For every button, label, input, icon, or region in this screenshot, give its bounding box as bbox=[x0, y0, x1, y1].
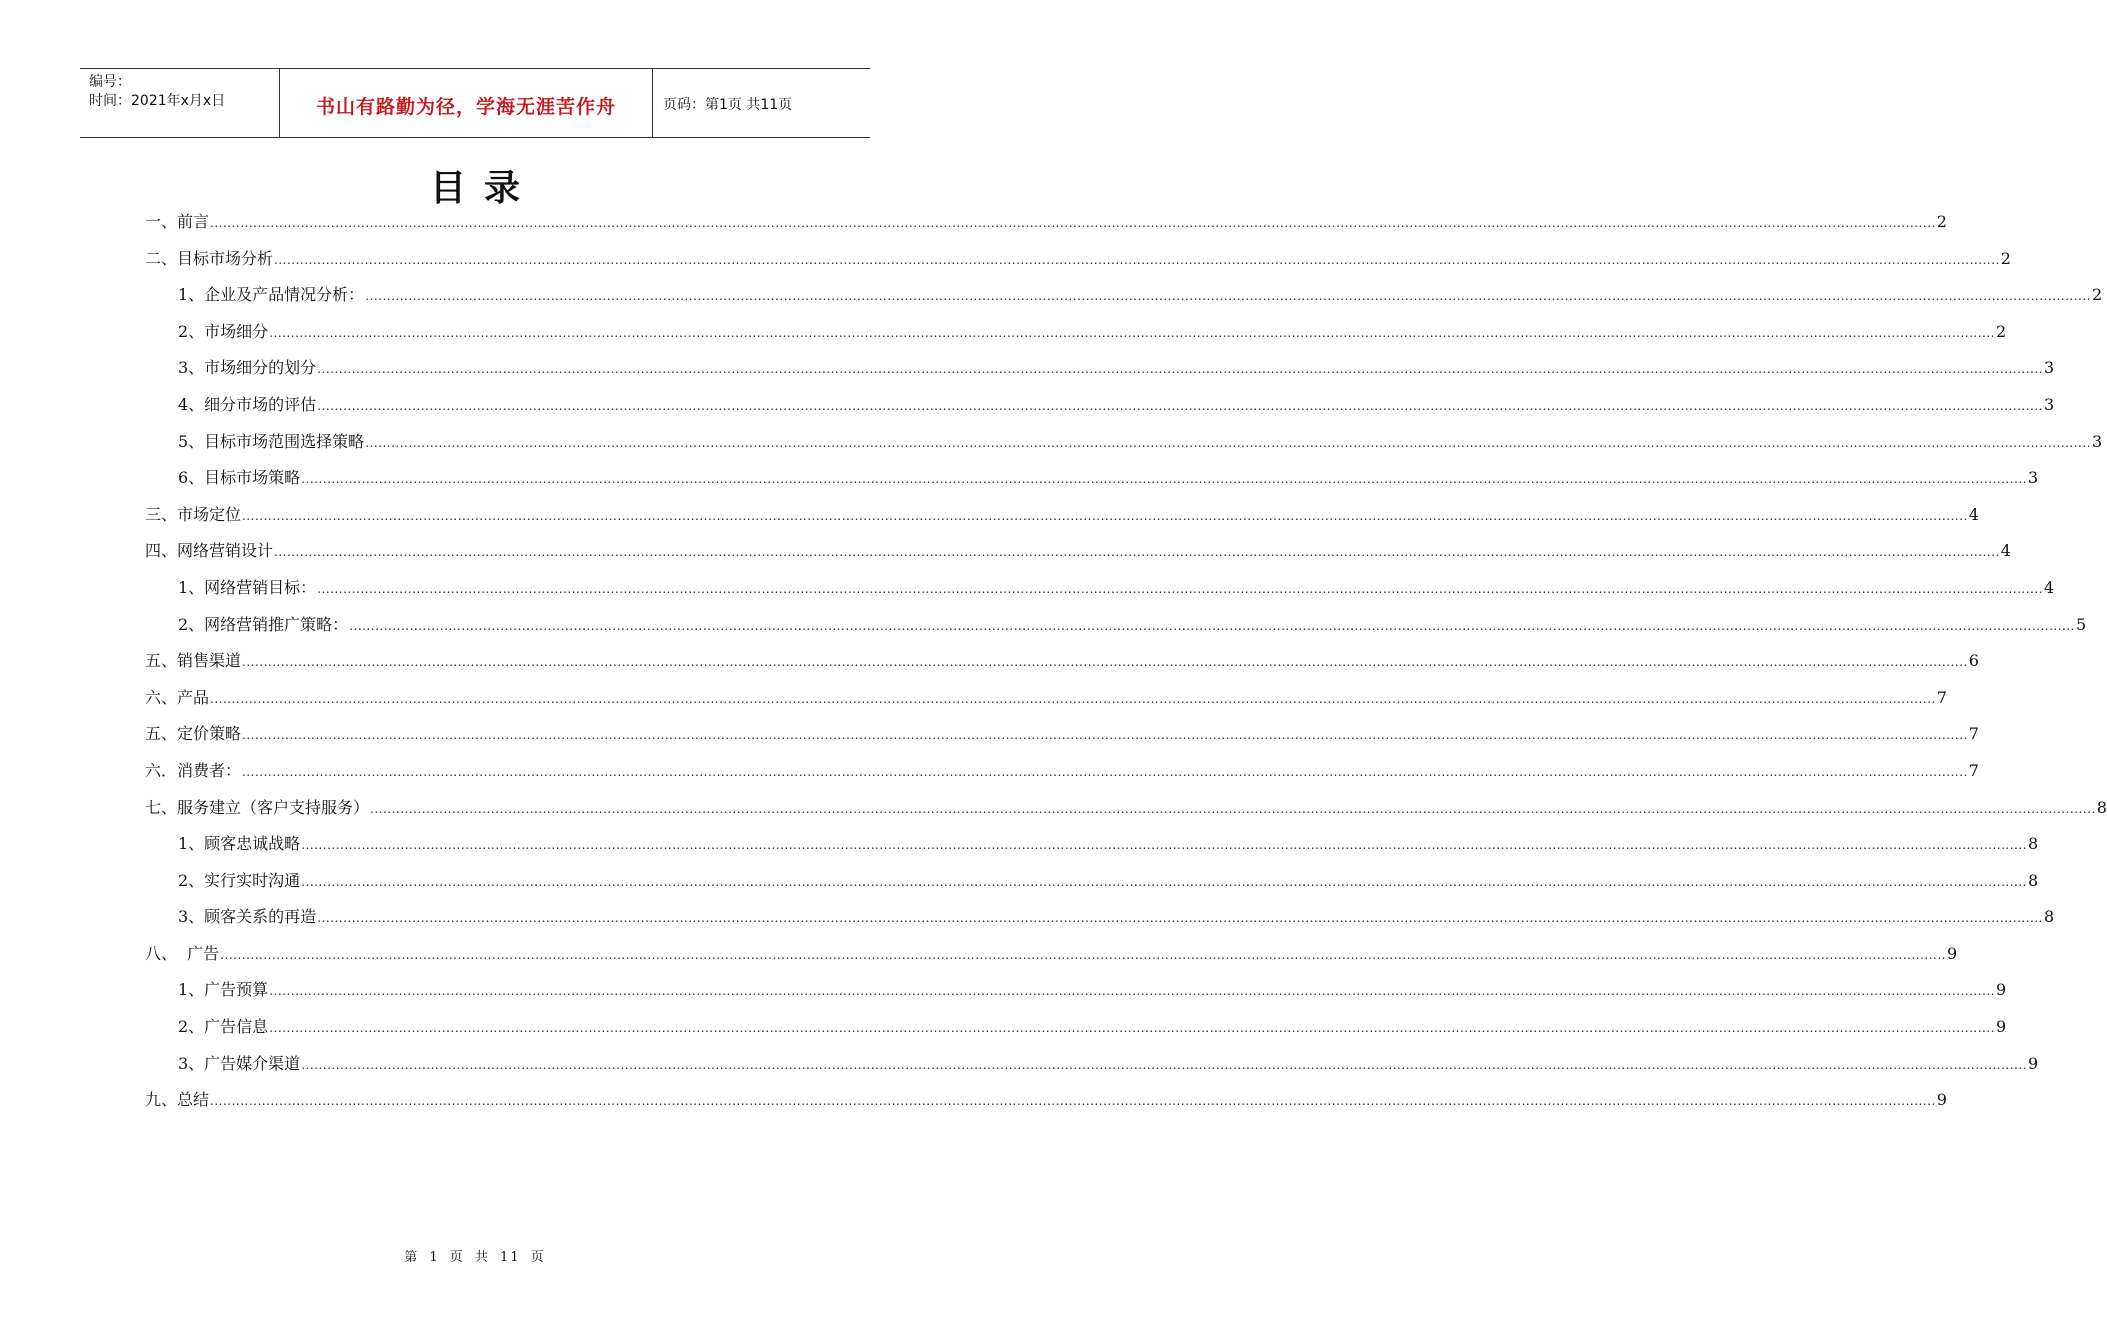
toc-entry-page: 7 bbox=[1968, 724, 1979, 744]
toc-entry[interactable] bbox=[145, 1082, 1947, 1119]
toc-entry[interactable] bbox=[145, 241, 2011, 278]
toc-entry-page: 7 bbox=[1936, 687, 1947, 707]
toc-entry-page: 2 bbox=[1936, 212, 1947, 231]
toc-leader-dots: ................................................................................................................................................................................................................................................................................................................................................................................................................ bbox=[269, 325, 1995, 340]
table-of-contents bbox=[145, 204, 2107, 1119]
toc-entry-label: 1、广告预算 bbox=[178, 980, 269, 1000]
header-page-info: 页码：第1页 共11页 bbox=[663, 97, 793, 113]
toc-entry[interactable] bbox=[145, 424, 2103, 461]
toc-entry-label: 1、顾客忠诚战略 bbox=[178, 834, 301, 854]
toc-entry-label: 3、广告媒介渠道 bbox=[178, 1053, 301, 1073]
toc-leader-dots: ................................................................................................................................................................................................................................................................................................................................................................................................................ bbox=[317, 362, 2043, 377]
toc-leader-dots: ................................................................................................................................................................................................................................................................................................................................................................................................................ bbox=[301, 838, 2027, 853]
toc-entry[interactable] bbox=[145, 350, 2055, 387]
toc-entry-page: 9 bbox=[1946, 943, 1958, 963]
toc-leader-dots: ................................................................................................................................................................................................................................................................................................................................................................................................................ bbox=[317, 911, 2043, 926]
doc-time-label: 时间：2021年x月x日 bbox=[89, 93, 226, 109]
toc-entry-label: 六．消费者： bbox=[145, 760, 242, 780]
toc-entry-label: 三、市场定位 bbox=[145, 504, 242, 524]
toc-entry-label: 2、网络营销推广策略： bbox=[178, 614, 349, 634]
page-title: 目录 bbox=[429, 168, 538, 209]
toc-entry-label: 2、广告信息 bbox=[178, 1017, 269, 1037]
toc-leader-dots: ................................................................................................................................................................................................................................................................................................................................................................................................................ bbox=[349, 618, 2075, 633]
toc-entry-label: 1、企业及产品情况分析： bbox=[178, 285, 365, 305]
toc-leader-dots: ................................................................................................................................................................................................................................................................................................................................................................................................................ bbox=[269, 1021, 1995, 1036]
toc-leader-dots: ................................................................................................................................................................................................................................................................................................................................................................................................................ bbox=[210, 216, 1936, 230]
header-motto: 书山有路勤为径，学海无涯苦作舟 bbox=[280, 69, 653, 137]
toc-entry-page: 3 bbox=[2043, 394, 2055, 414]
toc-entry-label: 5、目标市场范围选择策略 bbox=[178, 431, 365, 451]
toc-leader-dots: ................................................................................................................................................................................................................................................................................................................................................................................................................ bbox=[317, 398, 2043, 413]
toc-entry-page: 2 bbox=[2000, 248, 2011, 268]
toc-leader-dots: ................................................................................................................................................................................................................................................................................................................................................................................................................ bbox=[220, 947, 1946, 962]
toc-entry-label: 2、市场细分 bbox=[178, 321, 269, 341]
toc-entry[interactable] bbox=[145, 643, 1979, 680]
toc-entry-page: 4 bbox=[1968, 504, 1979, 524]
toc-entry[interactable] bbox=[145, 753, 1979, 790]
toc-entry-label: 八、 广告 bbox=[145, 943, 220, 963]
toc-leader-dots: ................................................................................................................................................................................................................................................................................................................................................................................................................ bbox=[301, 472, 2027, 487]
toc-entry[interactable] bbox=[145, 204, 1947, 241]
toc-leader-dots: ................................................................................................................................................................................................................................................................................................................................................................................................................ bbox=[274, 252, 2000, 267]
toc-entry[interactable] bbox=[145, 314, 2007, 351]
toc-leader-dots: ................................................................................................................................................................................................................................................................................................................................................................................................................ bbox=[365, 435, 2091, 450]
toc-entry[interactable] bbox=[145, 497, 1979, 534]
page-header bbox=[80, 68, 870, 138]
toc-entry[interactable] bbox=[145, 387, 2055, 424]
toc-entry-page: 7 bbox=[1968, 760, 1979, 780]
toc-entry-page: 8 bbox=[2096, 797, 2107, 817]
toc-entry-label: 九、总结 bbox=[145, 1090, 210, 1110]
toc-entry-page: 8 bbox=[2027, 834, 2039, 854]
toc-entry-label: 4、细分市场的评估 bbox=[178, 394, 317, 414]
toc-entry-page: 3 bbox=[2091, 431, 2103, 451]
toc-entry-label: 五、定价策略 bbox=[145, 724, 242, 744]
toc-entry-page: 5 bbox=[2075, 614, 2087, 634]
toc-leader-dots: ................................................................................................................................................................................................................................................................................................................................................................................................................ bbox=[365, 289, 2091, 304]
toc-entry[interactable] bbox=[145, 460, 2039, 497]
toc-entry-page: 8 bbox=[2043, 907, 2055, 927]
toc-leader-dots: ................................................................................................................................................................................................................................................................................................................................................................................................................ bbox=[317, 581, 2043, 596]
toc-entry-page: 2 bbox=[2091, 285, 2103, 305]
toc-entry-label: 一、前言 bbox=[145, 212, 210, 231]
toc-entry-label: 四、网络营销设计 bbox=[145, 541, 274, 561]
toc-leader-dots: ................................................................................................................................................................................................................................................................................................................................................................................................................ bbox=[301, 1057, 2027, 1072]
toc-entry-label: 七、服务建立（客户支持服务） bbox=[145, 797, 370, 817]
toc-leader-dots: ................................................................................................................................................................................................................................................................................................................................................................................................................ bbox=[301, 874, 2027, 889]
toc-entry[interactable] bbox=[145, 826, 2039, 863]
toc-leader-dots: ................................................................................................................................................................................................................................................................................................................................................................................................................ bbox=[274, 545, 2000, 560]
toc-entry[interactable] bbox=[145, 277, 2103, 314]
toc-entry-page: 9 bbox=[1936, 1090, 1947, 1110]
toc-entry-label: 3、顾客关系的再造 bbox=[178, 907, 317, 927]
toc-entry[interactable] bbox=[145, 1009, 2007, 1046]
toc-entry[interactable] bbox=[145, 936, 1958, 973]
toc-entry[interactable] bbox=[145, 1046, 2039, 1083]
toc-leader-dots: ................................................................................................................................................................................................................................................................................................................................................................................................................ bbox=[242, 764, 1968, 779]
toc-entry-label: 1、网络营销目标： bbox=[178, 577, 317, 597]
toc-leader-dots: ................................................................................................................................................................................................................................................................................................................................................................................................................ bbox=[242, 728, 1968, 743]
toc-entry[interactable] bbox=[145, 533, 2011, 570]
header-meta bbox=[80, 69, 280, 137]
toc-entry-page: 9 bbox=[1995, 980, 2007, 1000]
toc-entry-label: 3、市场细分的划分 bbox=[178, 358, 317, 378]
toc-leader-dots: ................................................................................................................................................................................................................................................................................................................................................................................................................ bbox=[242, 655, 1968, 670]
toc-entry-page: 4 bbox=[2043, 577, 2055, 597]
toc-entry-page: 2 bbox=[1995, 321, 2007, 341]
toc-leader-dots: ................................................................................................................................................................................................................................................................................................................................................................................................................ bbox=[242, 508, 1968, 523]
toc-entry[interactable] bbox=[145, 863, 2039, 900]
toc-entry[interactable] bbox=[145, 680, 1947, 717]
toc-entry-page: 3 bbox=[2043, 358, 2055, 378]
toc-entry-label: 2、实行实时沟通 bbox=[178, 870, 301, 890]
toc-leader-dots: ................................................................................................................................................................................................................................................................................................................................................................................................................ bbox=[370, 801, 2096, 816]
toc-leader-dots: ................................................................................................................................................................................................................................................................................................................................................................................................................ bbox=[269, 984, 1995, 999]
toc-entry-label: 五、销售渠道 bbox=[145, 651, 242, 671]
toc-entry-page: 4 bbox=[2000, 541, 2011, 561]
toc-entry-page: 9 bbox=[2027, 1053, 2039, 1073]
toc-entry[interactable] bbox=[145, 716, 1979, 753]
toc-entry-label: 6、目标市场策略 bbox=[178, 468, 301, 488]
page-footer: 第 1 页 共 11 页 bbox=[404, 1250, 546, 1265]
toc-entry[interactable] bbox=[145, 607, 2087, 644]
toc-entry-page: 3 bbox=[2027, 468, 2039, 488]
toc-entry-page: 8 bbox=[2027, 870, 2039, 890]
toc-entry[interactable] bbox=[145, 570, 2055, 607]
toc-entry-label: 二、目标市场分析 bbox=[145, 248, 274, 268]
doc-number-label: 编号： bbox=[89, 74, 131, 90]
toc-entry-label: 六、产品 bbox=[145, 687, 210, 707]
toc-entry[interactable] bbox=[145, 972, 2007, 1009]
toc-entry[interactable] bbox=[145, 899, 2055, 936]
toc-entry-page: 6 bbox=[1968, 651, 1979, 671]
toc-entry[interactable] bbox=[145, 790, 2107, 827]
toc-leader-dots: ................................................................................................................................................................................................................................................................................................................................................................................................................ bbox=[210, 691, 1936, 706]
toc-leader-dots: ................................................................................................................................................................................................................................................................................................................................................................................................................ bbox=[210, 1094, 1936, 1109]
toc-entry-page: 9 bbox=[1995, 1017, 2007, 1037]
